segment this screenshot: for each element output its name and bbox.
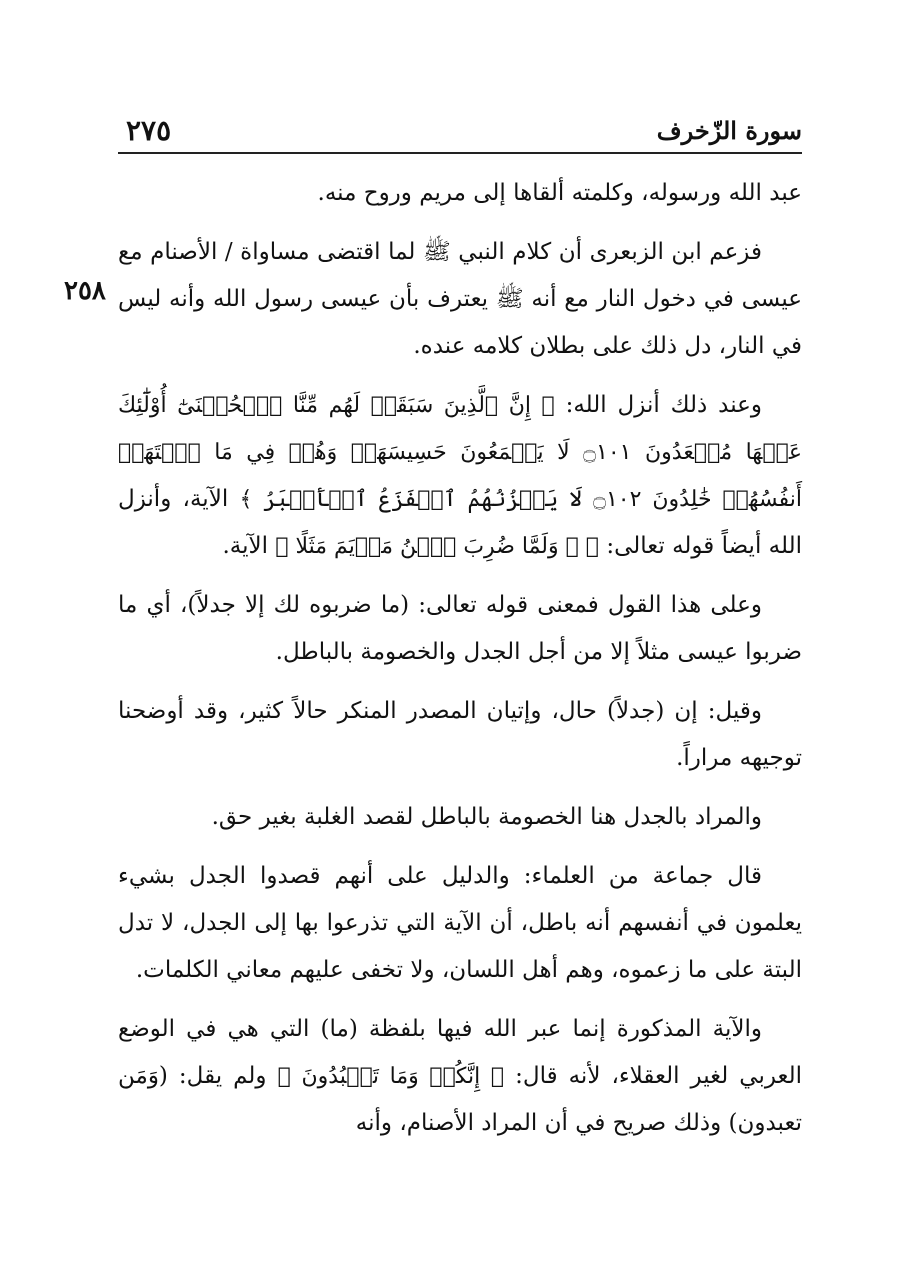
paragraph-text: وعند ذلك أنزل الله: xyxy=(565,392,762,418)
surah-title: سورة الزّخرف xyxy=(656,116,802,145)
paragraph: فزعم ابن الزبعرى أن كلام النبي ﷺ لما اقتضى مساواة / الأصنام مع عيسى في دخول النار مع أنه ﷺ يعترف بأن عيسى رسول الله وأنه ليس في النار، دل ذلك على بطلان كلامه عنده. xyxy=(118,239,802,359)
paragraph-with-verses xyxy=(118,382,802,570)
paragraph-text: الآية. xyxy=(222,533,268,559)
paragraph-text: الآية، وأنزل الله أيضاً قوله تعالى: xyxy=(118,486,802,559)
paragraph: والمراد بالجدل هنا الخصومة بالباطل لقصد الغلبة بغير حق. xyxy=(211,804,762,830)
paragraph: عبد الله ورسوله، وكلمته ألقاها إلى مريم وروح منه. xyxy=(317,180,802,206)
page-body xyxy=(118,170,802,1151)
quran-verse: ﴿ إِنَّكُمۡ وَمَا تَعۡبُدُونَ ﴾ xyxy=(277,1064,505,1089)
page-header xyxy=(118,112,802,154)
quran-verse: ﴿ ۞ وَلَمَّا ضُرِبَ ٱبۡنُ مَرۡيَمَ مَثَلًا ﴾ xyxy=(275,534,600,559)
paragraph: قال جماعة من العلماء: والدليل على أنهم قصدوا الجدل بشيء يعلمون في أنفسهم أنه باطل، أن الآية التي تذرعوا بها إلى الجدل، لا تدل البتة على ما زعموه، وهم أهل اللسان، ولا تخفى عليهم معاني الكلمات. xyxy=(118,863,802,983)
quran-verse: ﴿ إِنَّ ٱلَّذِينَ سَبَقَتۡ لَهُم مِّنَّا ٱلۡحُسۡنَىٰٓ أُوْلَٰٓئِكَ عَنۡهَا مُبۡعَدُونَ ۝١٠١ لَا يَسۡمَعُونَ حَسِيسَهَاۖ وَهُمۡ فِي مَا ٱشۡتَهَتۡ أَنفُسُهُمۡ خَٰلِدُونَ ۝١٠٢ لَا يَحۡزُنُهُمُ ٱلۡفَزَعُ ٱلۡأَكۡبَرُ ﴾ xyxy=(118,393,803,512)
paragraph: وعلى هذا القول فمعنى قوله تعالى: (ما ضربوه لك إلا جدلاً)، أي ما ضربوا عيسى مثلاً إلا من أجل الجدل والخصومة بالباطل. xyxy=(118,592,802,665)
paragraph-text: والآية المذكورة إنما عبر الله فيها بلفظة (ما) التي هي في الوضع العربي لغير العقلاء، لأنه قال: xyxy=(118,1016,803,1089)
paragraph-text: ولم يقل: (وَمَن تعبدون) وذلك صريح في أن المراد الأصنام، وأنه xyxy=(118,1063,802,1136)
margin-page-reference: ٢٥٨ xyxy=(64,276,106,306)
page-number: ٢٧٥ xyxy=(126,114,172,147)
paragraph-with-verse xyxy=(118,1006,802,1147)
paragraph: وقيل: إن (جدلاً) حال، وإتيان المصدر المنكر حالاً كثير، وقد أوضحنا توجيهه مراراً. xyxy=(118,698,802,771)
